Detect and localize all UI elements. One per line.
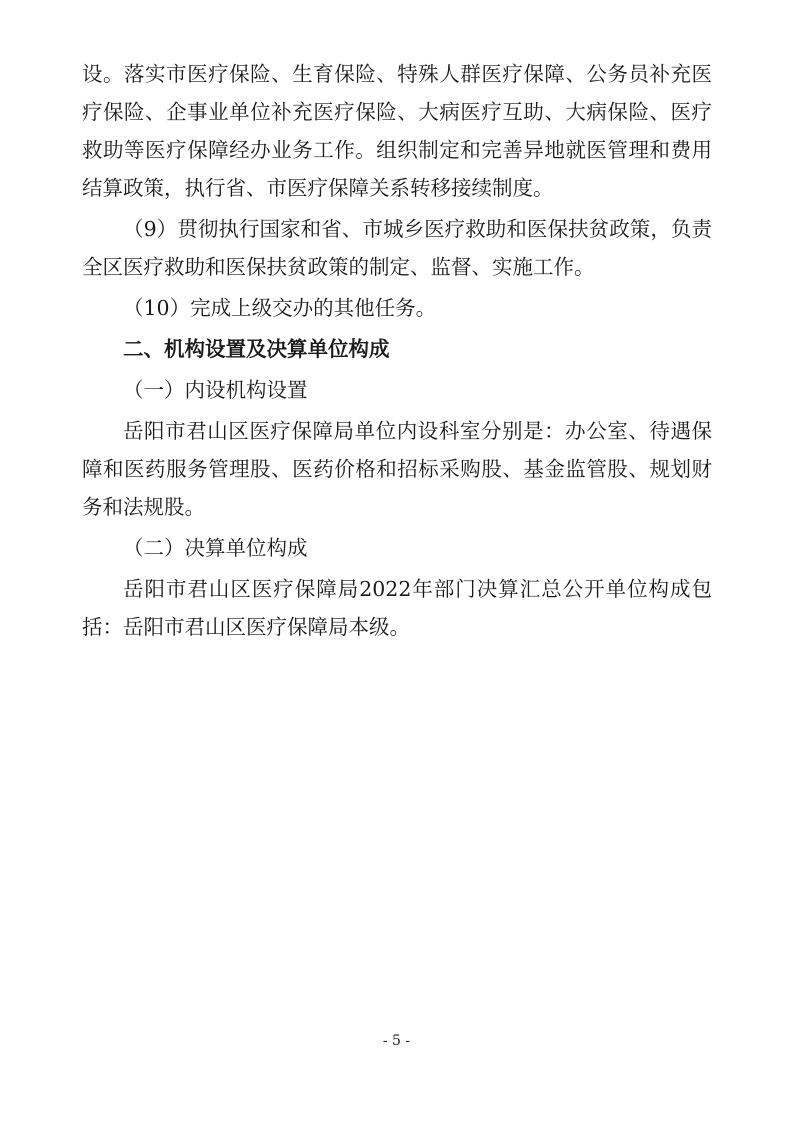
paragraph-duty-9: （9）贯彻执行国家和省、市城乡医疗救助和医保扶贫政策，负责全区医疗救助和医保扶贫政策的制定、监督、实施工作。 bbox=[82, 217, 712, 279]
subheading-internal-structure: （一）内设机构设置 bbox=[123, 378, 308, 402]
subheading-final-accounts-units: （二）决算单位构成 bbox=[123, 536, 308, 560]
document-body bbox=[82, 55, 712, 646]
paragraph-internal-structure: 岳阳市君山区医疗保障局单位内设科室分别是：办公室、待遇保障和医药服务管理股、医药价格和招标采购股、基金监管股、规划财务和法规股。 bbox=[82, 419, 712, 519]
paragraph-duty-10: （10）完成上级交办的其他任务。 bbox=[123, 296, 437, 320]
page-number: - 5 - bbox=[382, 1033, 411, 1049]
section-heading-organization: 二、机构设置及决算单位构成 bbox=[123, 337, 390, 361]
paragraph-final-accounts-units: 岳阳市君山区医疗保障局2022年部门决算汇总公开单位构成包括：岳阳市君山区医疗保障局本级。 bbox=[82, 577, 712, 639]
paragraph-continued-duties: 设。落实市医疗保险、生育保险、特殊人群医疗保障、公务员补充医疗保险、企事业单位补充医疗保险、大病医疗互助、大病保险、医疗救助等医疗保障经办业务工作。组织制定和完善异地就医管理和费用结算政策，执行省、市医疗保障关系转移接续制度。 bbox=[82, 62, 712, 200]
